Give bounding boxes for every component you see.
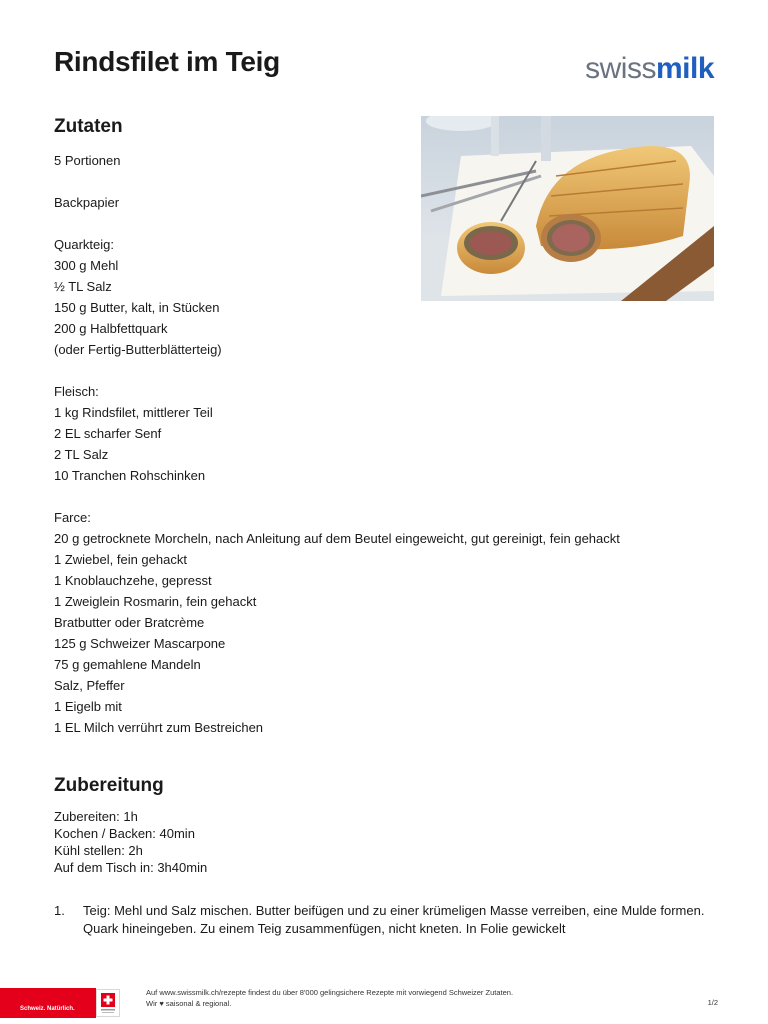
ingredient-line: 150 g Butter, kalt, in Stücken: [54, 300, 220, 315]
ingredient-line: 125 g Schweizer Mascarpone: [54, 636, 226, 651]
spacer-line: [54, 486, 734, 507]
timing-item: Zubereiten: 1h: [54, 809, 138, 824]
ingredient-group-label: Quarkteig:: [54, 237, 114, 252]
ingredient-group-label: Fleisch:: [54, 384, 99, 399]
ingredient-line: Bratbutter oder Bratcrème: [54, 615, 205, 630]
ingredient-line: 1 kg Rindsfilet, mittlerer Teil: [54, 405, 213, 420]
page-number: 1/2: [707, 998, 718, 1007]
footer-tagline: Schweiz. Natürlich.: [20, 1006, 75, 1012]
red-banner: [0, 988, 96, 1018]
step-text: Teig: Mehl und Salz mischen. Butter beifügen und zu einer krümeligen Masse verreiben, eine Mulde formen. Quark hineingeben. Zu einem Teig zusammenfügen, nicht kneten. In Folie gewickelt: [83, 903, 705, 936]
ingredient-line: 300 g Mehl: [54, 258, 119, 273]
ingredient-line: 1 Eigelb mit: [54, 699, 122, 714]
ingredient-line: 2 EL scharfer Senf: [54, 426, 162, 441]
logo-part-milk: milk: [655, 52, 714, 85]
recipe-title: Rindsfilet im Teig: [54, 46, 280, 77]
ingredient-group-label: Farce:: [54, 510, 91, 525]
timing-list: [54, 808, 207, 876]
spacer-line: [54, 213, 734, 234]
logo-part-swiss: swiss: [585, 52, 656, 85]
step-number: 1.: [54, 903, 65, 918]
suisse-garantie-icon: [96, 989, 120, 1017]
footer-note: [146, 987, 513, 1009]
timing-item: Kochen / Backen: 40min: [54, 826, 195, 841]
ingredient-line: 20 g getrocknete Morcheln, nach Anleitung auf dem Beutel eingeweicht, gut gereinigt, fein gehackt: [54, 531, 620, 546]
ingredient-line: 10 Tranchen Rohschinken: [54, 468, 206, 483]
timing-item: Auf dem Tisch in: 3h40min: [54, 860, 208, 875]
spacer-line: [54, 171, 734, 192]
timing-item: Kühl stellen: 2h: [54, 843, 143, 858]
spacer-line: [54, 360, 734, 381]
ingredient-line: 1 Zwiebel, fein gehackt: [54, 552, 187, 567]
preparation-heading: Zubereitung: [54, 775, 164, 796]
ingredient-line: Backpapier: [54, 195, 120, 210]
ingredient-line: 5 Portionen: [54, 153, 121, 168]
footer-line-2: Wir ♥ saisonal & regional.: [146, 999, 232, 1008]
ingredient-line: 2 TL Salz: [54, 447, 109, 462]
swiss-brand-mark: [0, 988, 122, 1018]
ingredient-line: ½ TL Salz: [54, 279, 112, 294]
preparation-step: [54, 902, 724, 938]
ingredient-line: 200 g Halbfettquark: [54, 321, 168, 336]
ingredient-line: (oder Fertig-Butterblätterteig): [54, 342, 222, 357]
ingredient-line: 75 g gemahlene Mandeln: [54, 657, 201, 672]
swissmilk-logo[interactable]: [585, 52, 714, 86]
ingredient-line: 1 Knoblauchzehe, gepresst: [54, 573, 212, 588]
ingredients-list: [54, 150, 734, 738]
ingredient-line: 1 Zweiglein Rosmarin, fein gehackt: [54, 594, 257, 609]
ingredients-heading: Zutaten: [54, 116, 123, 137]
footer-line-1: Auf www.swissmilk.ch/rezepte findest du über 8'000 gelingsichere Rezepte mit vorwiegend Schweizer Zutaten.: [146, 988, 514, 997]
ingredient-line: 1 EL Milch verrührt zum Bestreichen: [54, 720, 264, 735]
ingredient-line: Salz, Pfeffer: [54, 678, 125, 693]
